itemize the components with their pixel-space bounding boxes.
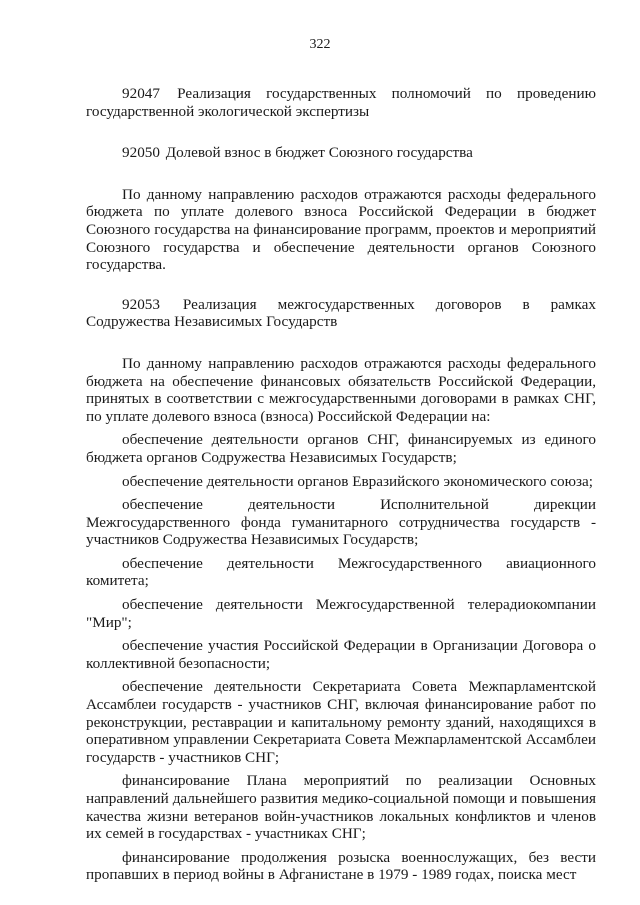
list-item: обеспечение деятельности органов СНГ, финансируемых из единого бюджета органов Содружества Независимых Государств; bbox=[86, 431, 596, 466]
list-item: финансирование продолжения розыска военнослужащих, без вести пропавших в период войны в Афганистане в 1979 - 1989 годах, поиска мест bbox=[86, 848, 596, 884]
entry-92053-heading bbox=[86, 296, 596, 331]
page-number: 322 bbox=[309, 37, 331, 52]
list-item: обеспечение деятельности Секретариата Совета Межпарламентской Ассамблеи государств - участников СНГ, включая финансирование работ по реконструкции, реставрации и капитальному ремонту зданий, находящихся в оперативном управлении Секретариата Совета Межпарламентской Ассамблеи государств - участников СНГ; bbox=[86, 678, 596, 766]
list-item: обеспечение деятельности Межгосударственной телерадиокомпании "Мир"; bbox=[86, 596, 596, 631]
list-item: обеспечение деятельности органов Евразийского экономического союза; bbox=[122, 472, 593, 490]
entry-92047-heading bbox=[86, 85, 596, 120]
list-item: обеспечение участия Российской Федерации в Организации Договора о коллективной безопасности; bbox=[86, 637, 596, 672]
page-content bbox=[86, 85, 596, 884]
list-item: обеспечение деятельности Исполнительной дирекции Межгосударственного фонда гуманитарного сотрудничества государств - участников Содружества Независимых Государств; bbox=[86, 496, 596, 549]
entry-code: 92053 bbox=[122, 295, 160, 313]
entry-92050-description: По данному направлению расходов отражаются расходы федерального бюджета по уплате долевого взноса Российской Федерации в бюджет Союзного государства на финансирование программ, проектов и мероприятий Союзного государства и обеспечение деятельности органов Союзного государства. bbox=[86, 185, 596, 274]
entry-92053-description: По данному направлению расходов отражаются расходы федерального бюджета на обеспечение финансовых обязательств Российской Федерации, принятых в соответствии с межгосударственными договорами в рамках СНГ, по уплате долевого взноса (взноса) Российской Федерации на: bbox=[86, 354, 596, 425]
entry-92050-heading bbox=[86, 144, 596, 162]
entry-title: Реализация межгосударственных договоров в рамках Содружества Независимых Государств bbox=[86, 295, 597, 331]
list-item: обеспечение деятельности Межгосударственного авиационного комитета; bbox=[86, 554, 596, 590]
entry-code: 92050 bbox=[122, 144, 160, 162]
entry-title: Долевой взнос в бюджет Союзного государства bbox=[165, 144, 473, 162]
entry-code: 92047 bbox=[122, 85, 160, 102]
list-item: финансирование Плана мероприятий по реализации Основных направлений дальнейшего развития медико-социальной помощи и повышения качества жизни ветеранов войн-участников локальных конфликтов и членов их семей в государствах - участниках СНГ; bbox=[86, 772, 596, 843]
entry-title: Реализация государственных полномочий по проведению государственной экологической экспертизы bbox=[86, 85, 596, 120]
